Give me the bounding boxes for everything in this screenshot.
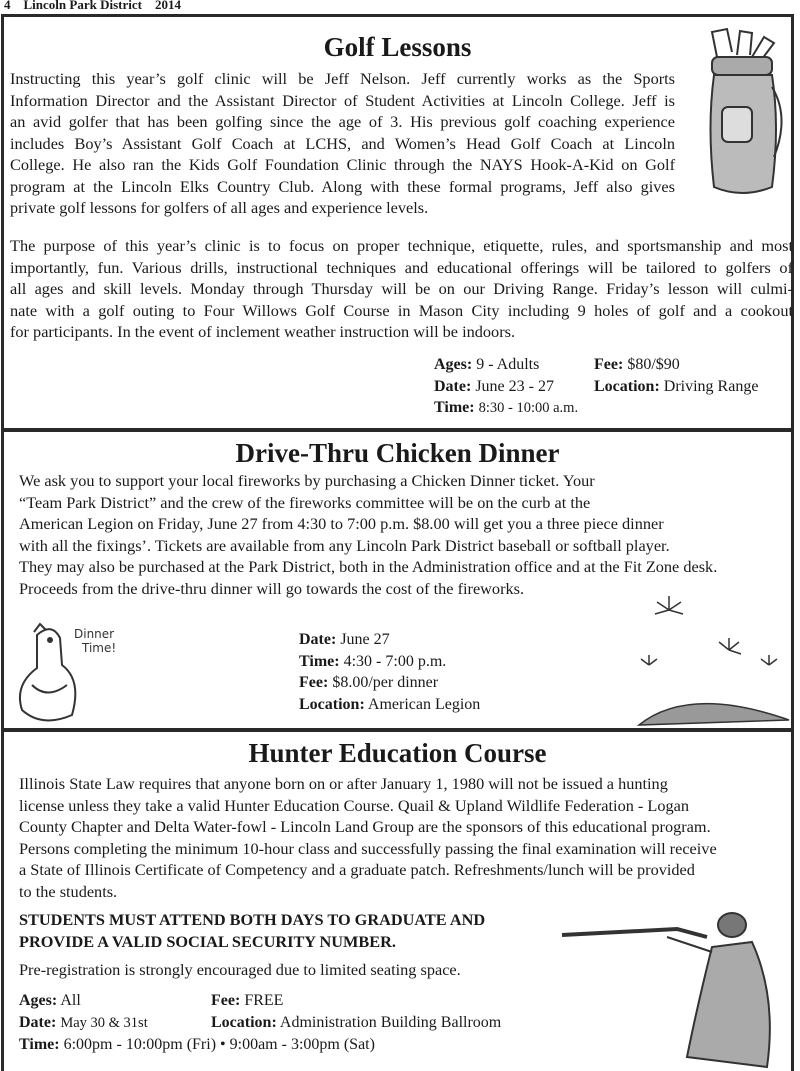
text-line: license unless they take a valid Hunter Education Course. Quail & Upland Wildlife Federation - Logan bbox=[19, 795, 690, 815]
year: 2014 bbox=[154, 0, 181, 12]
text-line: with all the fixings’. Tickets are available from any Lincoln Park District baseball or softball player. bbox=[19, 535, 670, 555]
text-line: importantly, fun. Various drills, instructional techniques and educational offerings will be tailored to golfers of bbox=[10, 257, 793, 277]
golf-details-2: Fee: $80/$90 Location: Driving Range bbox=[594, 356, 759, 395]
text-line: to the students. bbox=[19, 881, 118, 901]
chicken-illustration bbox=[12, 620, 132, 728]
text-line: “Team Park District” and the crew of the fireworks committee will be on the curb at the bbox=[19, 492, 591, 512]
chicken-dinner-section bbox=[1, 429, 794, 731]
golf-paragraph-1 bbox=[10, 68, 675, 219]
text-line: Information Director and the Assistant Director of Student Activities at Lincoln College. Jeff is bbox=[10, 90, 675, 110]
hunter-education-section bbox=[1, 729, 794, 1071]
text-line: includes Boy’s Assistant Golf Coach at LCHS, and Women’s Head Golf Coach at Lincoln bbox=[10, 133, 675, 153]
page-header bbox=[4, 0, 181, 13]
hunter-notice: STUDENTS MUST ATTEND BOTH DAYS TO GRADUATE AND PROVIDE A VALID SOCIAL SECURITY NUMBER. bbox=[19, 910, 486, 951]
bubble-text: Time! bbox=[82, 641, 117, 655]
section-title: Drive-Thru Chicken Dinner bbox=[235, 438, 560, 468]
text-line: all ages and skill levels. Monday through Thursday will be on our Driving Range. Friday’s lesson will culmi- bbox=[10, 279, 793, 298]
hunter-prereg: Pre-registration is strongly encouraged due to limited seating space. bbox=[19, 960, 461, 979]
page-number: 4 bbox=[4, 0, 11, 12]
text-line: The purpose of this year’s clinic is to focus on proper technique, etiquette, rules, and sportsmanship and most bbox=[10, 236, 793, 255]
section-title: Hunter Education Course bbox=[248, 738, 547, 768]
text-line: Persons completing the minimum 10-hour class and successfully passing the final examination will receive bbox=[19, 838, 717, 858]
chicken-paragraph bbox=[19, 470, 794, 599]
text-line: We ask you to support your local fireworks by purchasing a Chicken Dinner ticket. Your bbox=[19, 471, 595, 490]
text-line: private golf lessons for golfers of all ages and experience levels. bbox=[10, 198, 429, 217]
hunter-details-2: Fee: FREE Location: Administration Building Ballroom bbox=[211, 992, 502, 1031]
text-line: College. He also ran the Kids Golf Foundation Clinic through the NAYS Hook-A-Kid on Golf bbox=[10, 155, 675, 174]
fireworks-illustration bbox=[629, 590, 794, 730]
hunter-details: Ages: All Date: May 30 & 31st Time: 6:00pm - 10:00pm (Fri) • 9:00am - 3:00pm (Sat) bbox=[19, 992, 375, 1053]
chicken-details: Date: June 27 Time: 4:30 - 7:00 p.m. Fee: $8.00/per dinner Location: American Legion bbox=[299, 631, 481, 713]
text-line: Proceeds from the drive-thru dinner will go towards the cost of the fireworks. bbox=[19, 578, 525, 598]
text-line: Instructing this year’s golf clinic will be Jeff Nelson. Jeff currently works as the Sports bbox=[10, 69, 675, 88]
text-line: They may also be purchased at the Park District, both in the Administration office and at the Fit Zone desk. bbox=[19, 557, 718, 576]
text-line: program at the Lincoln Elks Country Club. Along with these formal programs, Jeff also gives bbox=[10, 176, 675, 196]
text-line: a State of Illinois Certificate of Competency and a graduate patch. Refreshments/lunch will be provided bbox=[19, 860, 695, 879]
text-line: County Chapter and Delta Water-fowl - Lincoln Land Group are the sponsors of this educational program. bbox=[19, 817, 711, 836]
golf-details: Ages: 9 - Adults Date: June 23 - 27 Time: 8:30 - 10:00 a.m. bbox=[434, 356, 579, 416]
bubble-text: Dinner bbox=[74, 627, 115, 641]
hunter-paragraph bbox=[19, 773, 792, 902]
golf-lessons-section bbox=[1, 14, 794, 431]
section-title: Golf Lessons bbox=[323, 32, 472, 62]
golf-bag-illustration bbox=[692, 27, 792, 202]
text-line: for participants. In the event of inclement weather instruction will be indoors. bbox=[10, 322, 516, 341]
text-line: Illinois State Law requires that anyone born on or after January 1, 1980 will not be issued a hunting bbox=[19, 774, 668, 793]
hunter-illustration bbox=[557, 907, 792, 1071]
text-line: an avid golfer that has been golfing since the age of 3. His previous golf coaching experience bbox=[10, 112, 675, 131]
publication-name: Lincoln Park District bbox=[23, 0, 142, 12]
text-line: American Legion on Friday, June 27 from 4:30 to 7:00 p.m. $8.00 will get you a three piece dinner bbox=[19, 514, 664, 533]
text-line: nate with a golf outing to Four Willows Golf Course in Mason City including 9 holes of golf and a cookout bbox=[10, 300, 793, 320]
golf-paragraph-2 bbox=[10, 235, 793, 343]
